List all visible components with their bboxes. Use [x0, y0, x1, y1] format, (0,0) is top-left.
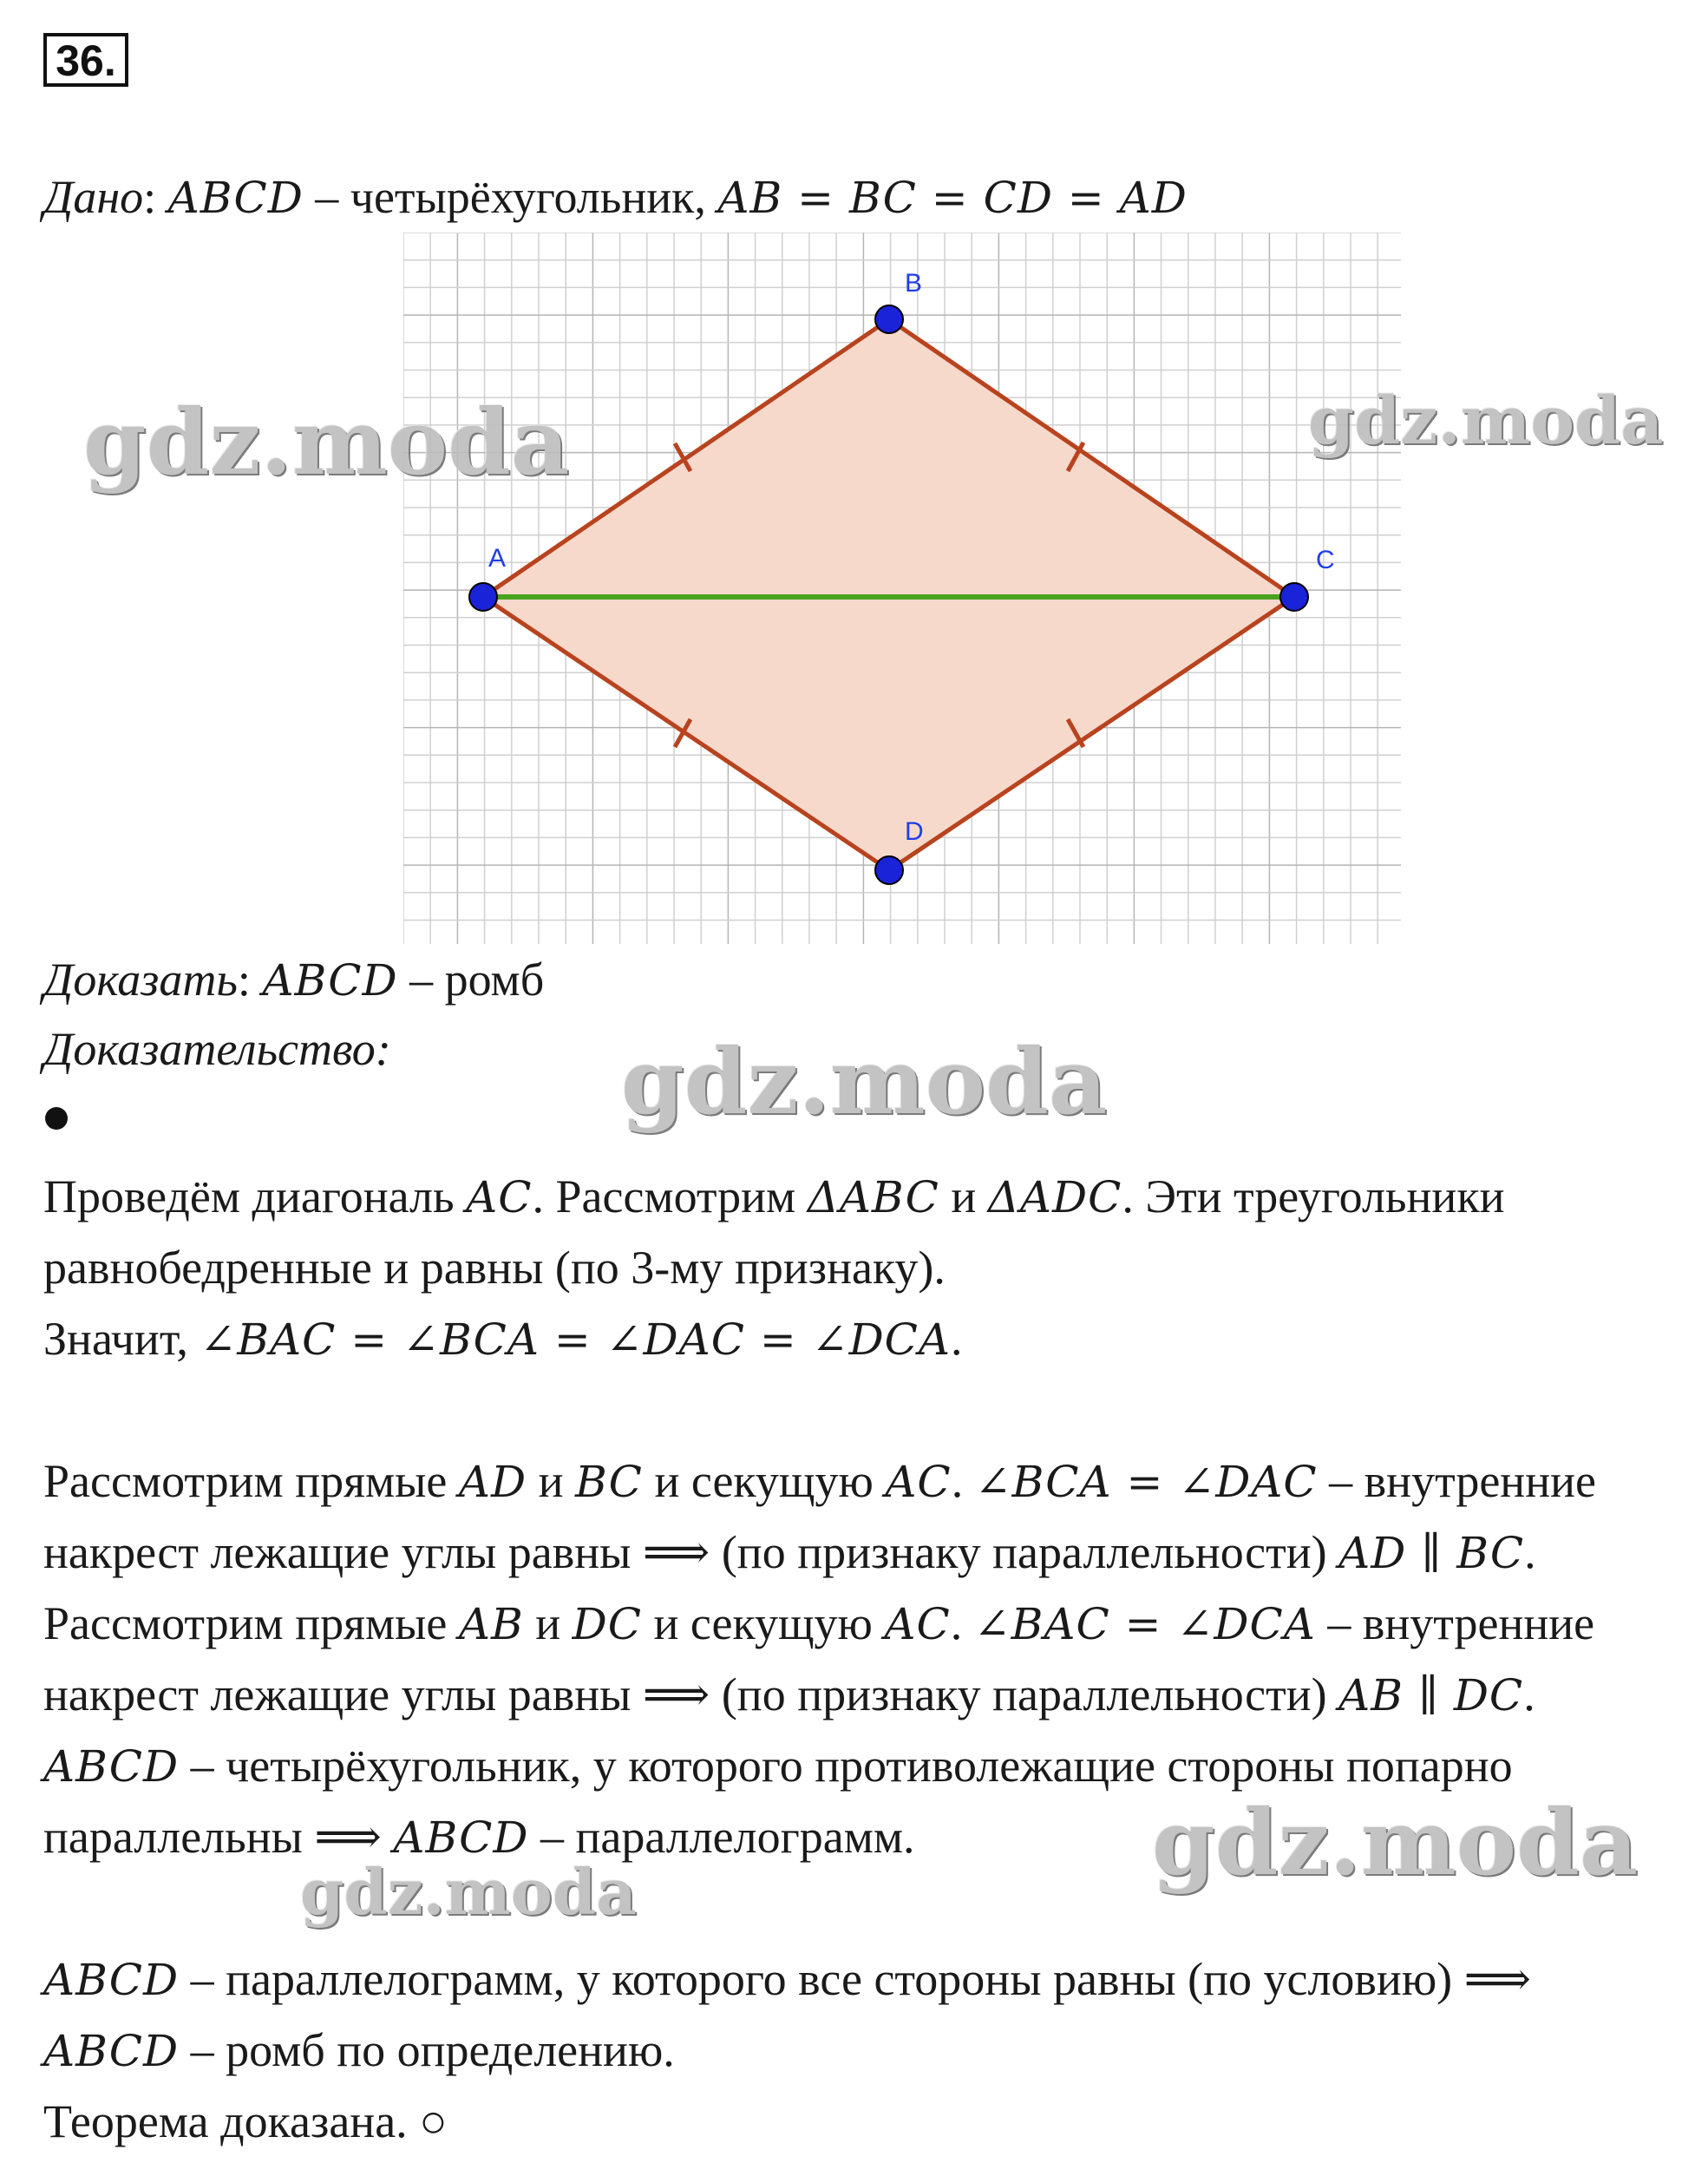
text-segment: . Эти треугольники	[1122, 1170, 1505, 1222]
watermark: gdz.moda	[83, 389, 570, 495]
vertex-d	[875, 856, 903, 884]
math-expression: DC	[572, 1599, 643, 1649]
text-segment: и секущую	[642, 1455, 886, 1507]
math-expression: ∠BAC = ∠BCA = ∠DAC = ∠DCA	[200, 1314, 952, 1365]
math-expression: AC	[466, 1172, 533, 1222]
text-segment: – внутренние	[1317, 1455, 1596, 1507]
text-segment: .	[1523, 1668, 1535, 1720]
text-segment: параллельны ⟹	[43, 1811, 394, 1863]
proof-line	[43, 1588, 1594, 1660]
text-segment: Значит,	[43, 1313, 200, 1365]
prove-figure: ABCD	[262, 955, 398, 1006]
text-segment: .	[1524, 1526, 1536, 1578]
proof-line	[43, 2086, 448, 2157]
text-segment: – параллелограмм.	[528, 1811, 915, 1863]
math-expression: ΔADC	[987, 1172, 1122, 1222]
proof-line	[43, 1445, 1596, 1517]
math-expression: ∠BAC = ∠DCA	[973, 1599, 1316, 1649]
text-segment: и	[527, 1455, 575, 1507]
math-expression: ABCD	[393, 1812, 529, 1863]
rhombus-diagram	[403, 233, 1401, 944]
prove-text: – ромб	[397, 954, 545, 1006]
text-segment: – ромб по определению.	[179, 2024, 675, 2076]
proof-line	[43, 1943, 1531, 2015]
watermark: gdz.moda	[1152, 1789, 1639, 1896]
math-expression: ABCD	[43, 1955, 180, 2005]
text-segment: Рассмотрим прямые	[43, 1455, 459, 1507]
text-segment: .	[950, 1597, 974, 1649]
proof-line	[43, 2015, 675, 2087]
text-segment: равнобедренные и равны (по 3-му признаку).	[43, 1242, 946, 1294]
proof-label: Доказательство:	[43, 1023, 391, 1075]
bullet-dot	[45, 1107, 68, 1130]
text-segment: – четырёхугольник, у которого противолежащие стороны попарно	[179, 1740, 1513, 1792]
label-b: B	[905, 269, 923, 298]
math-expression: ABCD	[43, 1741, 180, 1792]
label-c: C	[1316, 546, 1335, 574]
text-segment: и секущую	[642, 1597, 885, 1649]
proof-line	[43, 1161, 1504, 1233]
math-expression: BC	[575, 1457, 643, 1507]
given-text: – четырёхугольник,	[303, 171, 718, 223]
label-a: A	[488, 544, 507, 573]
label-d: D	[905, 817, 924, 846]
vertex-b	[875, 305, 903, 333]
math-expression: AD	[458, 1457, 527, 1507]
text-segment: .	[951, 1313, 963, 1365]
given-line: Дано: ABCD – четырёхугольник, AB = BC = CD = AD	[43, 171, 1188, 223]
vertex-c	[1280, 583, 1308, 611]
math-expression: ABCD	[43, 2026, 180, 2076]
text-segment: Рассмотрим прямые	[43, 1597, 459, 1649]
given-condition: AB = BC = CD = AD	[717, 173, 1188, 223]
text-segment: . Рассмотрим	[532, 1170, 808, 1222]
proof-line	[43, 1303, 963, 1375]
prove-label: Доказать	[43, 954, 238, 1006]
given-label: Дано	[43, 171, 144, 223]
text-segment: накрест лежащие углы равны ⟹ (по признаку параллельности)	[43, 1668, 1339, 1720]
math-expression: AC	[885, 1457, 952, 1507]
watermark: gdz.moda	[1308, 382, 1664, 459]
math-expression: ΔABC	[807, 1172, 939, 1222]
given-figure: ABCD	[167, 173, 304, 223]
math-expression: AB ∥ DC	[1338, 1670, 1524, 1720]
text-segment: Теорема доказана. ○	[43, 2095, 448, 2147]
text-segment: – параллелограмм, у которого все стороны равны (по условию) ⟹	[179, 1953, 1532, 2005]
proof-line	[43, 1232, 946, 1303]
math-expression: AB	[458, 1599, 524, 1649]
task-number: 36.	[43, 33, 128, 87]
text-segment: – внутренние	[1315, 1597, 1595, 1649]
watermark: gdz.moda	[621, 1028, 1108, 1135]
text-segment: и	[939, 1170, 988, 1222]
proof-line	[43, 1659, 1535, 1731]
text-segment: .	[951, 1455, 975, 1507]
math-expression: ∠BCA = ∠DAC	[974, 1457, 1318, 1507]
watermark: gdz.moda	[300, 1855, 637, 1929]
math-expression: AD ∥ BC	[1338, 1528, 1525, 1578]
proof-line	[43, 1517, 1536, 1589]
text-segment: накрест лежащие углы равны ⟹ (по признаку параллельности)	[43, 1526, 1339, 1578]
vertex-a	[469, 583, 497, 611]
math-expression: AC	[884, 1599, 951, 1649]
text-segment: Проведём диагональ	[43, 1170, 467, 1222]
prove-line: Доказать: ABCD – ромб	[43, 954, 545, 1006]
text-segment: и	[523, 1597, 573, 1649]
